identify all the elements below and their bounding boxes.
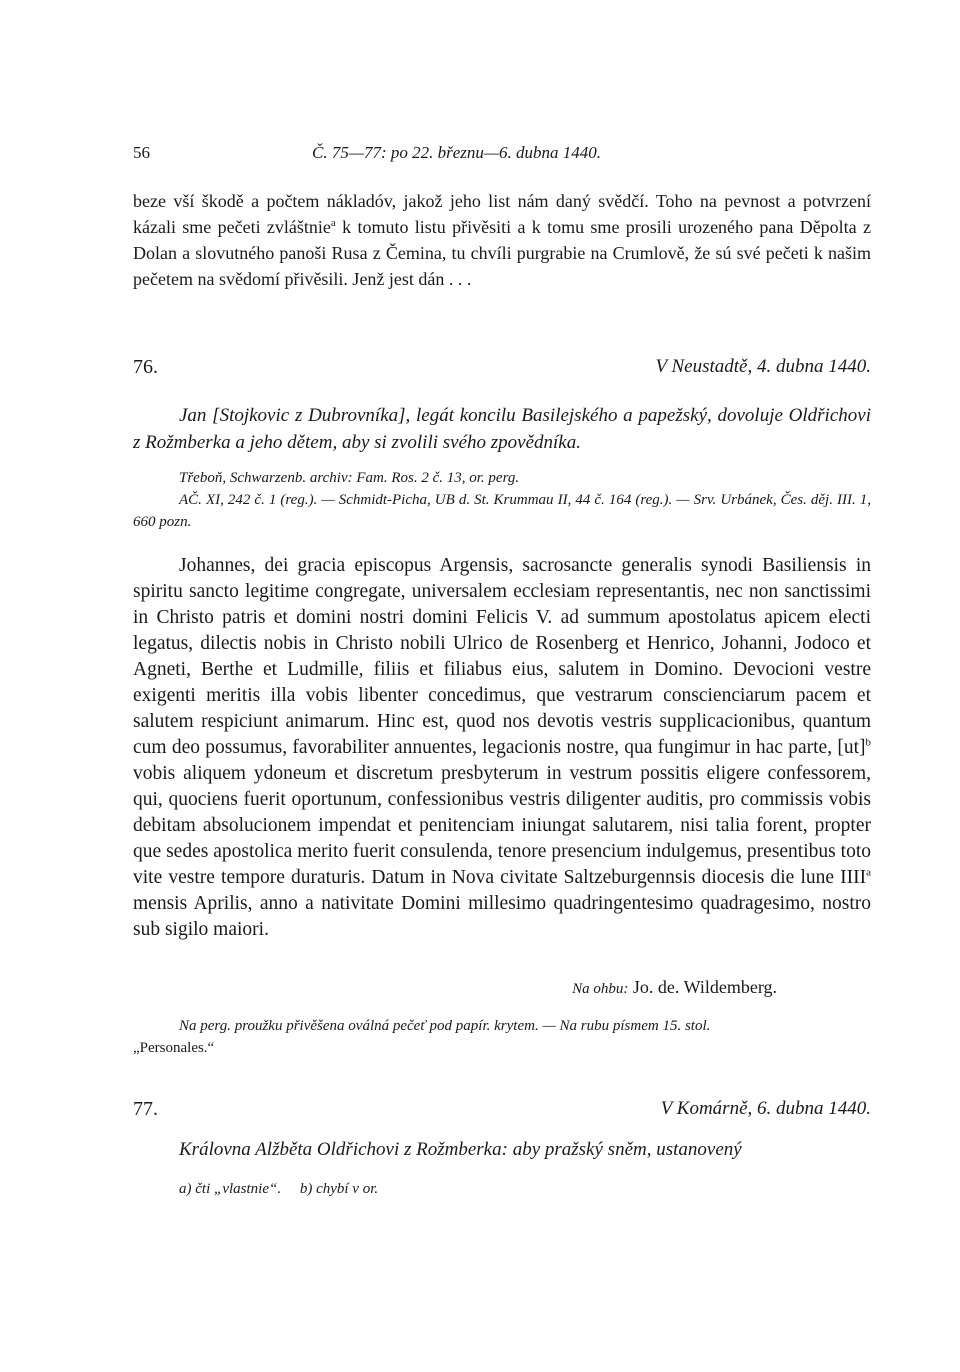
superscript-a: a: [866, 866, 871, 879]
latin-paragraph: Johannes, dei gracia episcopus Argensis, sacrosancte generalis synodi Basiliensis in spiritu sancto legitime congregate, universalem ecclesiam representantis, nec non sanctissimi in Christo patris et domini nostri domini Felicis V. ad summum apostolatus apicem electi legatus, dilectis nobis in Christo nobili Ulrico de Rosenberg et Henrico, Johanni, Jodoco et Agneti, Berthe et Ludmille, filiis et filiabus eius, salutem in Domino. Devocioni vestre exigenti meritis illa vobis libenter concedimus, que vestrarum conscienciarum pacem et salutem respiciunt animarum. Hinc est, quod nos devotis vestris supplicacionibus, quantum cum deo possumus, favorabiliter annuentes, legacionis nostre, qua fungimur in hac parte, [ut]$^b$ vobis aliquem ydoneum et discretum presbyterum in vestrum possitis eligere confessorem, qui, quociens fuerit oportunum, confessionibus vestris diligenter auditis, pro commissis vobis debitam absolucionem impendat et penitenciam iniungat salutarem, nisi talia forent, propter que sedes apostolica merito fuerit consulenda, tenore presencium indulgemus, presentibus toto vite vestre tempore duraturis. Datum in Nova civitate Saltzeburgennsis diocesis die lune IIII$^a$ mensis Aprilis, anno a nativitate Domini millesimo quadringentesimo quadragesimo, nostro sub sigilo maiori.: [133, 555, 871, 940]
continuation-paragraph: beze vší škodě a počtem nákladóv, jakož jeho list nám daný svědčí. Toho na pevnost a potvrzení kázali sme pečeti zvláštnie$^a$ k tomuto listu přivěsiti a k tomu sme prosili urozeného pana Děpolta z Dolan a slovutného panoši Rusa z Čemina, tu chvíli purgrabie na Crumlově, že sú své pečeti k našim pečetem na svědomí přivěsili. Jenž jest dán . . .: [133, 191, 871, 289]
document-76-sources: [133, 467, 871, 533]
footnote-mark-a: a: [330, 217, 336, 229]
continuation-text: [133, 188, 871, 292]
page-header: [133, 143, 871, 167]
document-number: 76.: [133, 356, 158, 378]
document-place-date: V Komárně, 6. dubna 1440.: [660, 1098, 871, 1119]
page-number: 56: [133, 143, 150, 162]
signature-text: Jo. de. Wildemberg.: [628, 977, 777, 997]
footnotes: a) čti „vlastnie“. b) chybí v or.: [179, 1181, 379, 1197]
document-76-regest: Jan [Stojkovic z Dubrovníka], legát koncilu Basilejského a papežský, dovoluje Oldřichovi z Rožmberka a jeho dětem, aby si zvolili svého zpovědníka.: [133, 405, 871, 453]
running-title: Č. 75—77: po 22. březnu—6. dubna 1440.: [312, 143, 602, 162]
archive-source: Třeboň, Schwarzenb. archiv: Fam. Ros. 2 č. 13, or. perg.: [179, 470, 520, 486]
document-77-regest: Královna Alžběta Oldřichovi z Rožmberka: aby pražský sněm, ustanovený: [179, 1139, 742, 1160]
seal-note-quote: „Personales.“: [133, 1040, 215, 1056]
document-number: 77.: [133, 1098, 158, 1120]
footnote-mark-b: b: [865, 736, 871, 749]
signature-label: Na ohbu:: [572, 981, 629, 997]
document-77-heading: [133, 1098, 871, 1128]
document-76-text: [133, 553, 871, 943]
signature-line: [572, 977, 777, 998]
document-place-date: V Neustadtě, 4. dubna 1440.: [655, 356, 871, 377]
literature-source: AČ. XI, 242 č. 1 (reg.). — Schmidt-Picha, UB d. St. Krummau II, 44 č. 164 (reg.). — Srv. Urbánek, Čes. děj. III. 1, 660 pozn.: [133, 492, 871, 530]
document-76-heading: [133, 356, 871, 386]
seal-note: Na perg. proužku přivěšena oválná pečeť pod papír. krytem. — Na rubu písmem 15. stol. „Personales.“: [133, 1015, 871, 1059]
